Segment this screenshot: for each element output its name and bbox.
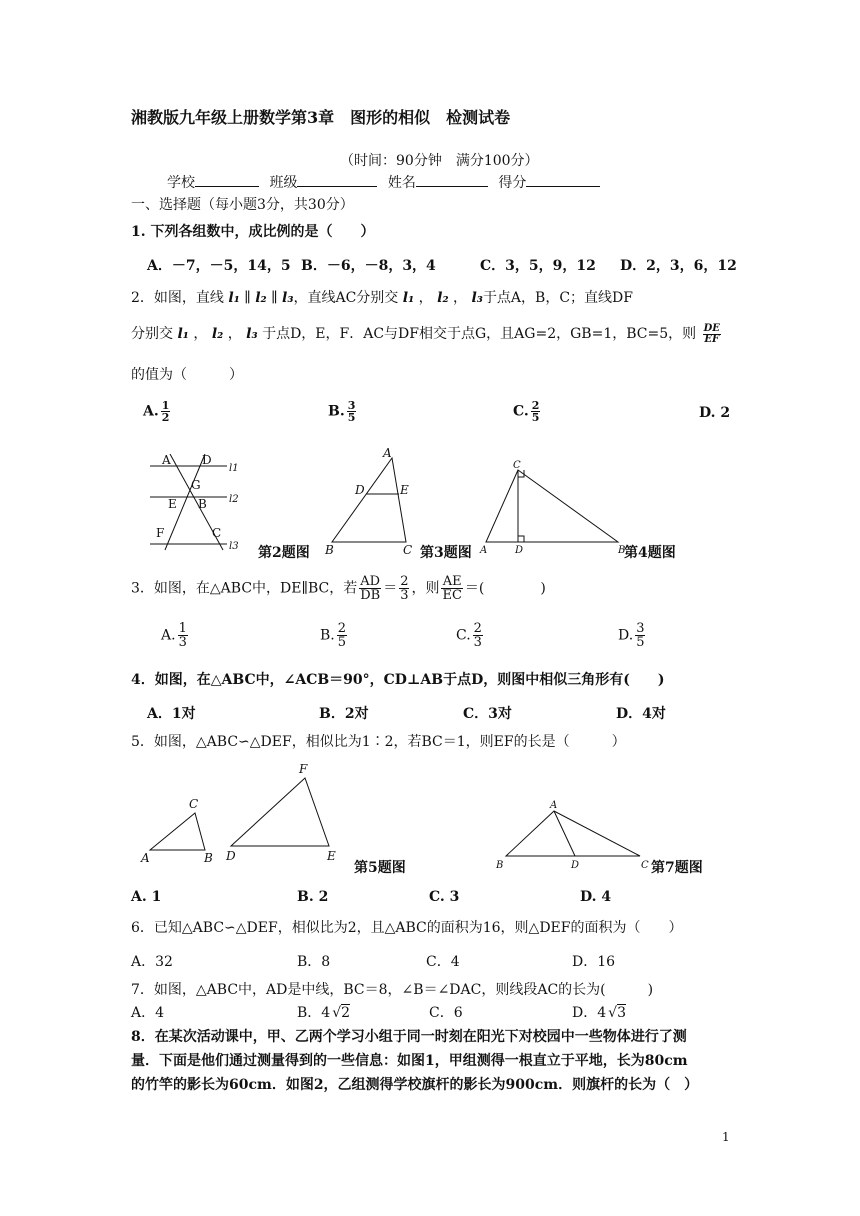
comma: ， <box>453 290 468 306</box>
comma: ， <box>418 290 433 306</box>
q4-option-a: A．1对 <box>147 706 196 722</box>
q7-option-d: D．4 √3 <box>572 1005 626 1021</box>
label-e: E <box>327 849 336 863</box>
l3-symbol: l₃ <box>282 290 294 306</box>
l1-symbol: l₁ <box>177 326 189 342</box>
l2-symbol: l₂ <box>255 290 267 306</box>
figure-3-caption: 第3题图 <box>420 545 472 561</box>
label-b: B <box>198 497 207 511</box>
label-g: G <box>191 478 201 492</box>
q5-stem: 5．如图，△ABC∽△DEF，相似比为1∶2，若BC＝1，则EF的长是（ ） <box>131 734 626 750</box>
q7-option-c: C．6 <box>429 1005 463 1021</box>
q3-option-d: D. $\frac{3}{5}$ <box>618 621 645 650</box>
q2-line1 <box>131 287 633 307</box>
q2-text: 2．如图，直线 <box>131 290 224 306</box>
label-c: C <box>641 860 649 871</box>
class-label: 班级 <box>269 175 298 191</box>
info-line <box>167 172 600 192</box>
school-blank[interactable] <box>195 186 259 187</box>
label-d: D <box>202 453 212 467</box>
label-b: B <box>496 860 504 871</box>
figure-5 <box>138 758 348 868</box>
score-label: 得分 <box>498 175 527 191</box>
label-b: B <box>618 545 626 556</box>
right-angle-d <box>518 536 524 542</box>
figure-7-caption: 第7题图 <box>651 860 703 876</box>
label-c: C <box>403 543 413 557</box>
q2-option-b: B. $\frac{3}{5}$ <box>328 399 356 424</box>
label-e: E <box>168 497 177 511</box>
q5-option-d: D. 4 <box>580 889 612 905</box>
q8-line1: 8．在某次活动课中，甲、乙两个学习小组于同一时刻在阳光下对校园中一些物体进行了测 <box>131 1029 687 1045</box>
triangle-abc <box>486 470 618 542</box>
label-d: D <box>226 849 236 863</box>
q1-option-d: D．2，3，6，12 <box>620 258 737 274</box>
l2-symbol: l₂ <box>437 290 449 306</box>
figure-4-caption: 第4题图 <box>624 545 676 561</box>
q6-option-b: B．8 <box>297 954 331 970</box>
figure-7 <box>492 795 652 875</box>
section-heading: 一、选择题（每小题3分，共30分） <box>131 197 354 213</box>
page-number: 1 <box>722 1130 730 1144</box>
q1-option-a: A．－7，－5，14，5 <box>147 258 291 274</box>
label-f: F <box>299 762 308 776</box>
q2-line2 <box>131 323 723 345</box>
school-label: 学校 <box>167 175 195 191</box>
de-over-ef-fraction: $\frac{DE}{EF}$ <box>703 322 720 345</box>
q1-stem: 1. 下列各组数中，成比例的是（ ） <box>131 224 375 240</box>
q3-option-c: C. $\frac{2}{3}$ <box>456 621 482 650</box>
q7-stem: 7．如图，△ABC中，AD是中线，BC＝8，∠B＝∠DAC，则线段AC的长为( ) <box>131 982 654 998</box>
q8-line2: 量．下面是他们通过测量得到的一些信息：如图1，甲组测得一根直立于平地，长为80cm <box>131 1053 688 1069</box>
q3-option-b: B. $\frac{2}{5}$ <box>320 621 347 650</box>
label-c: C <box>189 797 199 811</box>
ad-db-fraction: $\frac{AD}{DB}$ <box>360 574 381 603</box>
score-blank[interactable] <box>526 186 600 187</box>
label-a: A <box>141 851 150 865</box>
l3-symbol: l₃ <box>246 326 258 342</box>
q7-option-a: A．4 <box>131 1005 165 1021</box>
figure-5-caption: 第5题图 <box>354 860 406 876</box>
q6-option-c: C．4 <box>426 954 460 970</box>
l2-symbol: l₂ <box>211 326 224 342</box>
label-d: D <box>515 545 524 556</box>
parallel-symbol: ∥ <box>244 290 251 306</box>
q5-option-b: B. 2 <box>297 889 329 905</box>
label-a: A <box>480 545 488 556</box>
q6-option-a: A．32 <box>131 954 173 970</box>
label-c: C <box>212 526 222 540</box>
name-blank[interactable] <box>416 186 488 187</box>
label-a: A <box>550 800 558 811</box>
q5-option-c: C. 3 <box>429 889 460 905</box>
figure-2 <box>145 452 253 552</box>
figure-2-caption: 第2题图 <box>258 545 310 561</box>
label-d: D <box>355 483 365 497</box>
triangle-def <box>231 778 329 846</box>
triangle-abc <box>332 458 406 542</box>
q2-option-d: D. 2 <box>699 405 731 421</box>
q1-option-b: B．－6，－8，3，4 <box>301 258 436 274</box>
l3-symbol: l₃ <box>471 290 483 306</box>
q2-option-c: C. $\frac{2}{5}$ <box>513 399 540 424</box>
label-l2: l2 <box>229 494 239 505</box>
q2-line3: 的值为（ ） <box>131 367 243 383</box>
label-b: B <box>325 543 334 557</box>
label-c: C <box>513 460 521 471</box>
figure-3 <box>320 444 420 559</box>
q4-stem: 4．如图，在△ABC中，∠ACB＝90°，CD⊥AB于点D，则图中相似三角形有( ) <box>131 672 665 688</box>
q6-option-d: D．16 <box>572 954 616 970</box>
triangle-abc <box>150 813 205 850</box>
q2-text: 分别交 <box>131 326 173 342</box>
q4-option-b: B．2对 <box>319 706 369 722</box>
label-b: B <box>204 851 213 865</box>
ae-ec-fraction: $\frac{AE}{EC}$ <box>442 574 462 603</box>
label-d: D <box>571 860 580 871</box>
comma: ， <box>193 326 208 342</box>
page-title: 湘教版九年级上册数学第3章 图形的相似 检测试卷 <box>131 108 511 127</box>
q6-stem: 6．已知△ABC∽△DEF，相似比为2，且△ABC的面积为16，则△DEF的面积为（ ） <box>131 920 683 936</box>
q2-text: ，直线AC分别交 <box>293 290 399 306</box>
l1-symbol: l₁ <box>402 290 415 306</box>
label-a: A <box>162 453 171 467</box>
q1-option-c: C．3，5，9，12 <box>480 258 596 274</box>
l1-symbol: l₁ <box>228 290 240 306</box>
q3-stem: 3．如图，在△ABC中，DE∥BC，若 $\frac{AD}{DB}$ ＝ $\frac{2}{3}$ ，则 $\frac{AE}{EC}$ ＝( ) <box>131 574 546 603</box>
parallel-symbol: ∥ <box>271 290 278 306</box>
median-ad <box>554 811 575 856</box>
label-l1: l1 <box>229 463 239 474</box>
q3-option-a: A. $\frac{1}{3}$ <box>161 621 187 650</box>
q5-option-a: A. 1 <box>131 889 162 905</box>
figure-4 <box>478 456 628 560</box>
q2-text: 于点A，B，C；直线DF <box>482 290 633 306</box>
label-a: A <box>383 446 392 460</box>
q7-option-b: B．4 √2 <box>297 1005 351 1021</box>
q4-option-d: D．4对 <box>616 706 666 722</box>
label-f: F <box>156 526 165 540</box>
q4-option-c: C．3对 <box>463 706 512 722</box>
time-note: （时间：90分钟 满分100分） <box>340 153 539 169</box>
comma: ， <box>227 326 242 342</box>
label-e: E <box>400 483 409 497</box>
q2-option-a: A. $\frac{1}{2}$ <box>143 399 170 424</box>
q2-text: 于点D，E，F．AC与DF相交于点G，且AG=2，GB=1，BC=5，则 <box>262 326 697 342</box>
class-blank[interactable] <box>297 186 377 187</box>
two-thirds-fraction: $\frac{2}{3}$ <box>400 574 409 603</box>
label-l3: l3 <box>229 541 239 552</box>
name-label: 姓名 <box>387 175 416 191</box>
q8-line3: 的竹竿的影长为60cm．如图2，乙组测得学校旗杆的影长为900cm．则旗杆的长为（ ） <box>131 1077 699 1093</box>
triangle-abc <box>506 811 640 856</box>
